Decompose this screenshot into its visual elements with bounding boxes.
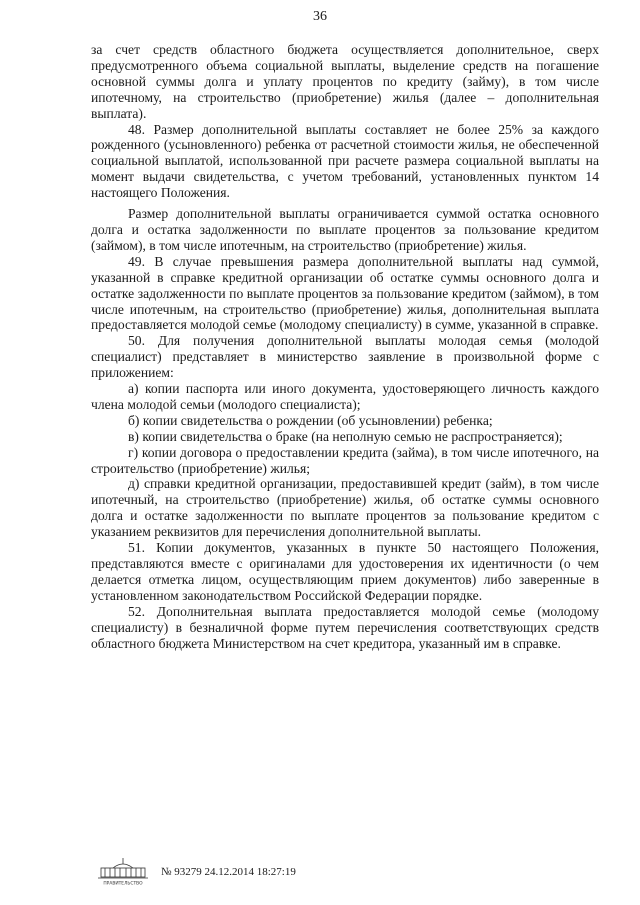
- document-footer: [95, 856, 395, 886]
- paragraph-51: 51. Копии документов, указанных в пункте 50 настоящего Положения, представляются вместе с оригиналами для удостоверения их идентичности (о чем делается отметка лицом, осуществляющим прием документов) либо заверенные в установленном законодательством Российской Федерации порядке.: [91, 540, 599, 603]
- document-body: [91, 42, 599, 651]
- paragraph-50: 50. Для получения дополнительной выплаты молодая семья (молодой специалист) представляет в министерство заявление в произвольной форме с приложением:: [91, 333, 599, 381]
- list-item-b: б) копии свидетельства о рождении (об усыновлении) ребенка;: [128, 412, 493, 428]
- paragraph-52: 52. Дополнительная выплата предоставляется молодой семье (молодому специалисту) в безналичной форме путем перечисления соответствующих средств областного бюджета Министерством на счет кредитора, указанный им в справке.: [91, 603, 599, 651]
- registration-stamp: № 93279 24.12.2014 18:27:19: [161, 866, 296, 878]
- logo-text: ПРАВИТЕЛЬСТВО: [103, 881, 143, 886]
- paragraph-48-limit: Размер дополнительной выплаты ограничивается суммой остатка основного долга и остатка задолженности по выплате процентов за пользование кредитом (займом), в том числе ипотечным, на строительство (приобретение) жилья.: [91, 206, 599, 253]
- list-item-a: а) копии паспорта или иного документа, удостоверяющего личность каждого члена молодой семьи (молодого специалиста);: [91, 381, 599, 412]
- list-item-g: г) копии договора о предоставлении кредита (займа), в том числе ипотечного, на строительство (приобретение) жилья;: [91, 444, 599, 476]
- paragraph-48: 48. Размер дополнительной выплаты составляет не более 25% за каждого рожденного (усыновленного) ребенка от расчетной стоимости жилья, не обеспеченной социальной выплатой, использованной при расчете размера социальной выплаты на момент выдачи свидетельства, с учетом требований, установленных пунктом 14 настоящего Положения.: [91, 121, 599, 201]
- list-item-d: д) справки кредитной организации, предоставившей кредит (займ), в том числе ипотечный, на строительство (приобретение) жилья, об остатке суммы основного долга и остатке задолженности по выплате процентов за пользование кредитом с указанием реквизитов для перечисления дополнительной выплаты.: [91, 476, 599, 540]
- page-number: 36: [313, 9, 327, 24]
- government-building-icon: [95, 856, 151, 886]
- paragraph-continuation: за счет средств областного бюджета осуществляется дополнительное, сверх предусмотренного объема социальной выплаты, выделение средств на погашение основной суммы долга и уплату процентов по кредиту (займу), в том числе ипотечному, на строительство (приобретение) жилья (далее – дополнительная выплата).: [91, 42, 599, 121]
- list-item-v: в) копии свидетельства о браке (на неполную семью не распространяется);: [128, 428, 563, 444]
- paragraph-49: 49. В случае превышения размера дополнительной выплаты над суммой, указанной в справке кредитной организации об остатке суммы основного долга и остатке задолженности по выплате процентов за пользование кредитом (займом), в том числе ипотечным, на строительство (приобретение) жилья, дополнительная выплата предоставляется молодой семье (молодому специалисту) в сумме, указанной в справке.: [91, 253, 599, 333]
